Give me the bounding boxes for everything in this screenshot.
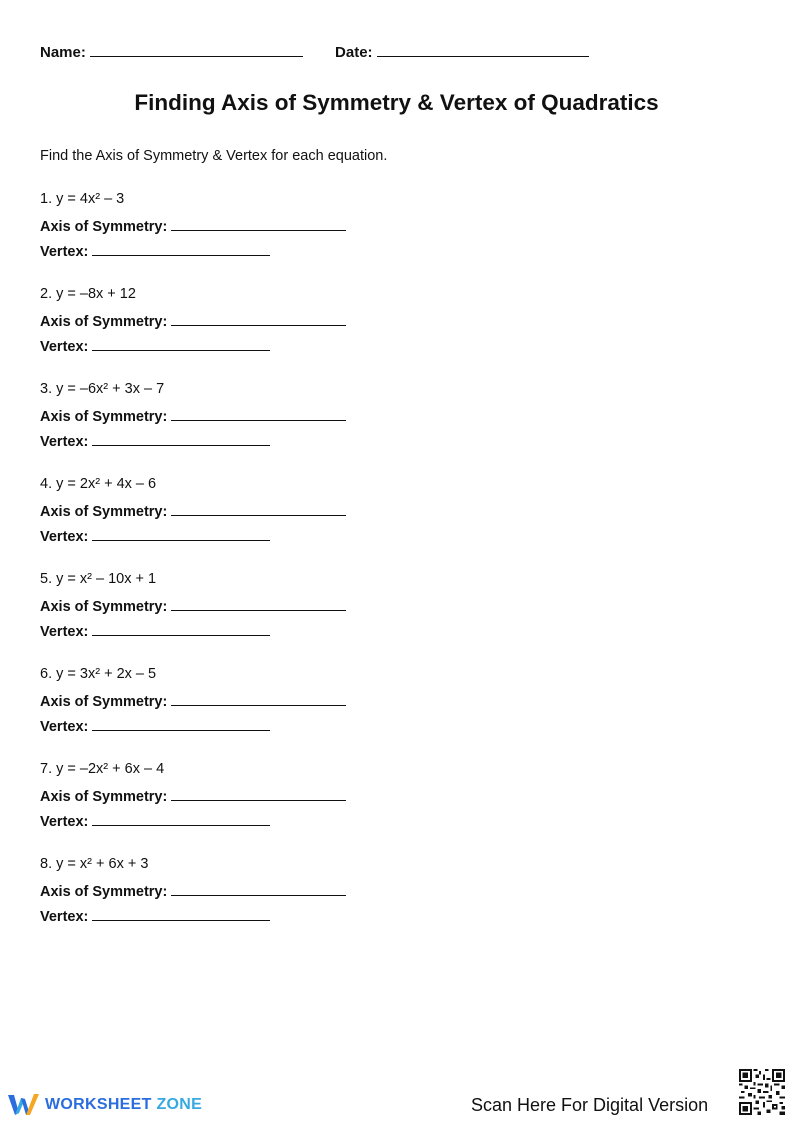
vertex-label: Vertex: <box>40 814 89 830</box>
vertex-label: Vertex: <box>40 624 89 640</box>
vertex-row <box>40 241 540 266</box>
logo-icon <box>8 1093 40 1117</box>
axis-row <box>40 311 540 336</box>
axis-label: Axis of Symmetry: <box>40 599 168 615</box>
axis-row <box>40 501 540 526</box>
vertex-answer-line[interactable] <box>92 906 270 921</box>
axis-label: Axis of Symmetry: <box>40 504 168 520</box>
axis-answer-line[interactable] <box>171 216 346 231</box>
axis-answer-line[interactable] <box>171 501 346 516</box>
axis-answer-line[interactable] <box>171 691 346 706</box>
vertex-answer-line[interactable] <box>92 336 270 351</box>
vertex-row <box>40 621 540 646</box>
vertex-answer-line[interactable] <box>92 811 270 826</box>
axis-label: Axis of Symmetry: <box>40 314 168 330</box>
logo-text <box>45 1096 202 1114</box>
vertex-answer-line[interactable] <box>92 431 270 446</box>
problem-1 <box>40 190 540 285</box>
problem-5 <box>40 570 540 665</box>
problem-list <box>40 190 540 950</box>
problem-7 <box>40 760 540 855</box>
problem-2 <box>40 285 540 380</box>
axis-answer-line[interactable] <box>171 881 346 896</box>
equation: 2. y = –8x + 12 <box>40 286 136 302</box>
problem-6 <box>40 665 540 760</box>
qr-code-icon[interactable] <box>739 1069 785 1115</box>
vertex-row <box>40 811 540 836</box>
vertex-row <box>40 716 540 741</box>
equation: 7. y = –2x² + 6x – 4 <box>40 761 165 777</box>
axis-answer-line[interactable] <box>171 786 346 801</box>
vertex-answer-line[interactable] <box>92 241 270 256</box>
instructions: Find the Axis of Symmetry & Vertex for each equation. <box>40 148 388 164</box>
axis-answer-line[interactable] <box>171 311 346 326</box>
vertex-row <box>40 906 540 931</box>
axis-row <box>40 406 540 431</box>
date-blank-line[interactable] <box>377 42 589 57</box>
equation: 4. y = 2x² + 4x – 6 <box>40 476 157 492</box>
problem-3 <box>40 380 540 475</box>
date-field <box>335 42 589 61</box>
equation: 3. y = –6x² + 3x – 7 <box>40 381 165 397</box>
name-field <box>40 42 303 61</box>
logo-word-worksheet: WORKSHEET <box>45 1096 152 1113</box>
axis-row <box>40 216 540 241</box>
axis-row <box>40 691 540 716</box>
page-title: Finding Axis of Symmetry & Vertex of Quadratics <box>134 90 659 115</box>
axis-row <box>40 596 540 621</box>
vertex-row <box>40 336 540 361</box>
vertex-label: Vertex: <box>40 719 89 735</box>
axis-label: Axis of Symmetry: <box>40 694 168 710</box>
scan-text: Scan Here For Digital Version <box>471 1095 709 1115</box>
vertex-answer-line[interactable] <box>92 621 270 636</box>
axis-label: Axis of Symmetry: <box>40 219 168 235</box>
vertex-label: Vertex: <box>40 909 89 925</box>
axis-answer-line[interactable] <box>171 596 346 611</box>
problem-4 <box>40 475 540 570</box>
vertex-label: Vertex: <box>40 434 89 450</box>
axis-row <box>40 786 540 811</box>
axis-label: Axis of Symmetry: <box>40 789 168 805</box>
equation: 8. y = x² + 6x + 3 <box>40 856 149 872</box>
vertex-answer-line[interactable] <box>92 716 270 731</box>
vertex-row <box>40 431 540 456</box>
vertex-answer-line[interactable] <box>92 526 270 541</box>
header-row <box>40 42 589 61</box>
equation: 1. y = 4x² – 3 <box>40 191 125 207</box>
axis-label: Axis of Symmetry: <box>40 884 168 900</box>
equation: 6. y = 3x² + 2x – 5 <box>40 666 157 682</box>
vertex-label: Vertex: <box>40 244 89 260</box>
date-label: Date: <box>335 44 373 61</box>
vertex-label: Vertex: <box>40 339 89 355</box>
problem-8 <box>40 855 540 950</box>
name-blank-line[interactable] <box>90 42 303 57</box>
logo-word-zone: ZONE <box>156 1096 203 1113</box>
axis-row <box>40 881 540 906</box>
axis-answer-line[interactable] <box>171 406 346 421</box>
name-label: Name: <box>40 44 86 61</box>
equation: 5. y = x² – 10x + 1 <box>40 571 157 587</box>
vertex-label: Vertex: <box>40 529 89 545</box>
vertex-row <box>40 526 540 551</box>
worksheet-zone-logo <box>8 1093 202 1117</box>
axis-label: Axis of Symmetry: <box>40 409 168 425</box>
